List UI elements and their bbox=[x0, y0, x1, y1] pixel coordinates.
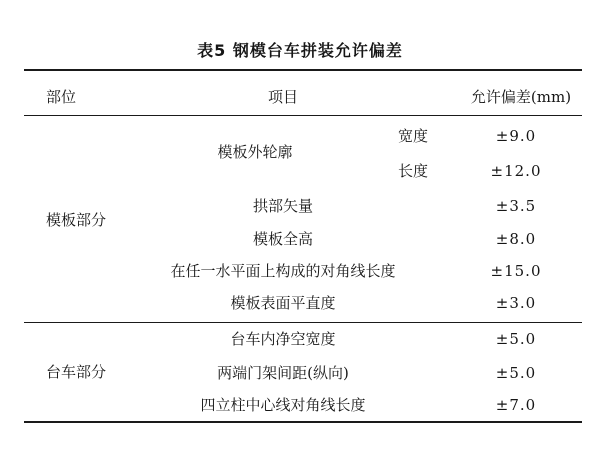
bottom-rule bbox=[24, 421, 582, 423]
table-cell-sub: 宽度 bbox=[397, 127, 428, 145]
table-cell-item: 台车内净空宽度 bbox=[230, 330, 336, 348]
section-rule bbox=[24, 322, 582, 323]
table-cell-tolerance: ±7.0 bbox=[495, 396, 537, 414]
table-cell-tolerance: ±5.0 bbox=[495, 364, 537, 382]
header-part: 部位 bbox=[46, 88, 77, 106]
table-cell-item: 模板外轮廓 bbox=[217, 143, 293, 161]
table-cell-item: 拱部矢量 bbox=[252, 197, 313, 215]
table-cell-item: 模板全高 bbox=[252, 230, 313, 248]
table-cell-item: 四立柱中心线对角线长度 bbox=[200, 396, 366, 414]
header-item: 项目 bbox=[267, 88, 298, 106]
table-cell-sub: 长度 bbox=[397, 162, 428, 180]
header-tolerance: 允许偏差(mm) bbox=[470, 88, 572, 106]
table-cell-tolerance: ±8.0 bbox=[495, 230, 537, 248]
group-label-formwork: 模板部分 bbox=[46, 211, 107, 229]
table-cell-tolerance: ±3.0 bbox=[495, 294, 537, 312]
group-label-trolley: 台车部分 bbox=[46, 363, 107, 381]
table-cell-item: 模板表面平直度 bbox=[230, 294, 336, 312]
table-cell-tolerance: ±15.0 bbox=[490, 262, 542, 280]
header-rule bbox=[24, 115, 582, 116]
top-rule bbox=[24, 69, 582, 71]
table-cell-tolerance: ±5.0 bbox=[495, 330, 537, 348]
table-title: 表5 钢模台车拼装允许偏差 bbox=[197, 41, 403, 60]
table-cell-tolerance: ±3.5 bbox=[495, 197, 537, 215]
table-cell-tolerance: ±12.0 bbox=[490, 162, 542, 180]
table-cell-item: 两端门架间距(纵向) bbox=[217, 364, 349, 382]
table-cell-tolerance: ±9.0 bbox=[495, 127, 537, 145]
table-cell-item: 在任一水平面上构成的对角线长度 bbox=[170, 262, 396, 280]
